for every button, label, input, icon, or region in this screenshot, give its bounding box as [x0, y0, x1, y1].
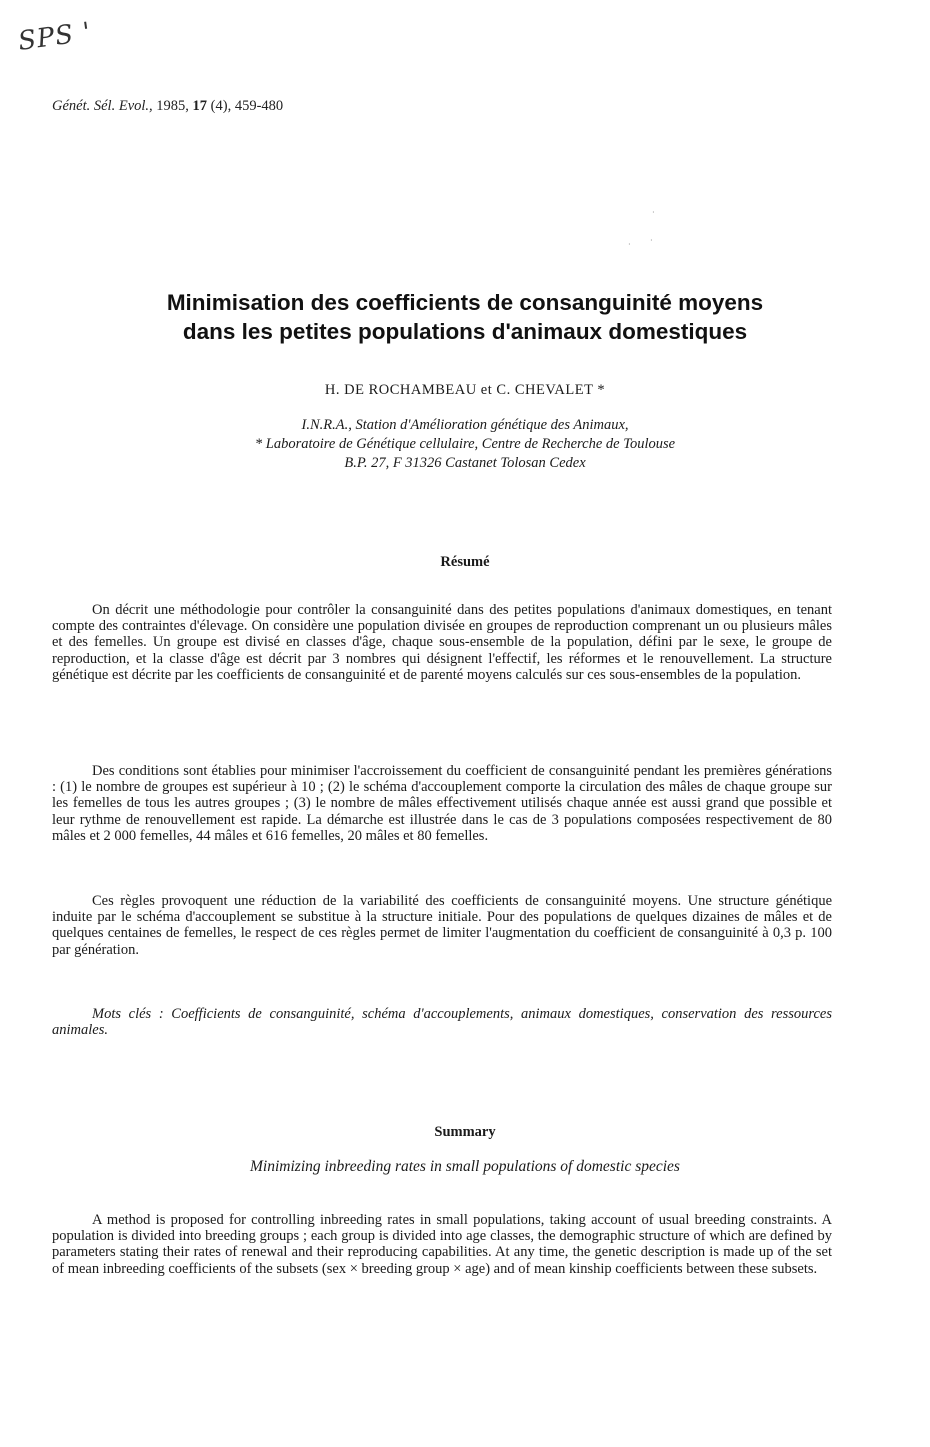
- journal-citation: [52, 98, 283, 115]
- title-line-2: dans les petites populations d'animaux domestiques: [182, 319, 748, 344]
- resume-paragraph-3: Ces règles provoquent une réduction de la variabilité des coefficients de consanguinité moyens. Une structure génétique induite par le schéma d'accouplement se substitue à la structure initiale. Pour des populations de quelques dizaines de mâles et de quelques centaines de femelles, le respect de ces règles permet de limiter l'augmentation du coefficient de consanguinité à 0,3 p. 100 par génération.: [52, 893, 832, 958]
- citation-year: 1985,: [152, 98, 193, 114]
- citation-issue-pages: (4), 459-480: [207, 98, 284, 114]
- resume-paragraph-1: On décrit une méthodologie pour contrôler la consanguinité dans des petites populations d'animaux domestiques, en tenant compte des contraintes d'élevage. On considère une population divisée en groupes de reproduction comprenant un ou plusieurs mâles et des femelles. Un groupe est divisé en classes d'âge, chaque sous-ensemble de la population, défini par le sexe, le groupe de reproduction, et la classe d'âge est décrit par 3 nombres qui désignent l'effectif, les réformes et le renouvellement. La structure génétique est décrite par les coefficients de consanguinité et de parenté moyens calculés sur ces sous-ensembles de la population.: [52, 602, 832, 683]
- scan-speck: ·: [652, 208, 655, 217]
- paper-title: [0, 288, 930, 346]
- scan-speck: ·: [628, 240, 631, 249]
- summary-heading: Summary: [434, 1124, 496, 1140]
- title-line-1: Minimisation des coefficients de consanguinité moyens: [166, 290, 764, 315]
- affiliation-line-2: * Laboratoire de Génétique cellulaire, Centre de Recherche de Toulouse: [254, 436, 676, 452]
- resume-heading: Résumé: [440, 554, 490, 570]
- summary-paragraph-1: A method is proposed for controlling inbreeding rates in small populations, taking account of usual breeding constraints. A population is divided into breeding groups ; each group is divided into age classes, the demographic structure of which are defined by parameters stating their rates of renewal and their reproducing capabilities. At any time, the genetic description is made up of the set of mean inbreeding coefficients of the subsets (sex × breeding group × age) and of mean kinship coefficients between these subsets.: [52, 1212, 832, 1277]
- resume-keywords: Mots clés : Coefficients de consanguinité, schéma d'accouplements, animaux domestiques, conservation des ressources animales.: [52, 1006, 832, 1039]
- summary-title: Minimizing inbreeding rates in small populations of domestic species: [250, 1158, 680, 1175]
- authors: H. DE ROCHAMBEAU et C. CHEVALET *: [324, 382, 606, 398]
- scan-speck: ·: [650, 236, 653, 245]
- affiliations: [0, 416, 930, 473]
- resume-paragraph-2: Des conditions sont établies pour minimiser l'accroissement du coefficient de consanguinité pendant les premières générations : (1) le nombre de groupes est supérieur à 10 ; (2) le schéma d'accouplement comporte la circulation des mâles de chaque groupe sur les femelles de tous les autres groupes ; (3) le nombre de mâles effectivement utilisés chaque année est aussi grand que possible et leur rythme de renouvellement est rapide. La démarche est illustrée dans le cas de 3 populations composées respectivement de 80 mâles et 2 000 femelles, 44 mâles et 616 femelles, 20 mâles et 80 femelles.: [52, 763, 832, 844]
- affiliation-line-1: I.N.R.A., Station d'Amélioration génétique des Animaux,: [301, 417, 629, 433]
- citation-journal: Génét. Sél. Evol.,: [52, 98, 153, 114]
- affiliation-line-3: B.P. 27, F 31326 Castanet Tolosan Cedex: [344, 455, 586, 471]
- citation-volume: 17: [192, 98, 208, 114]
- handwritten-note: SPS ': [16, 17, 94, 57]
